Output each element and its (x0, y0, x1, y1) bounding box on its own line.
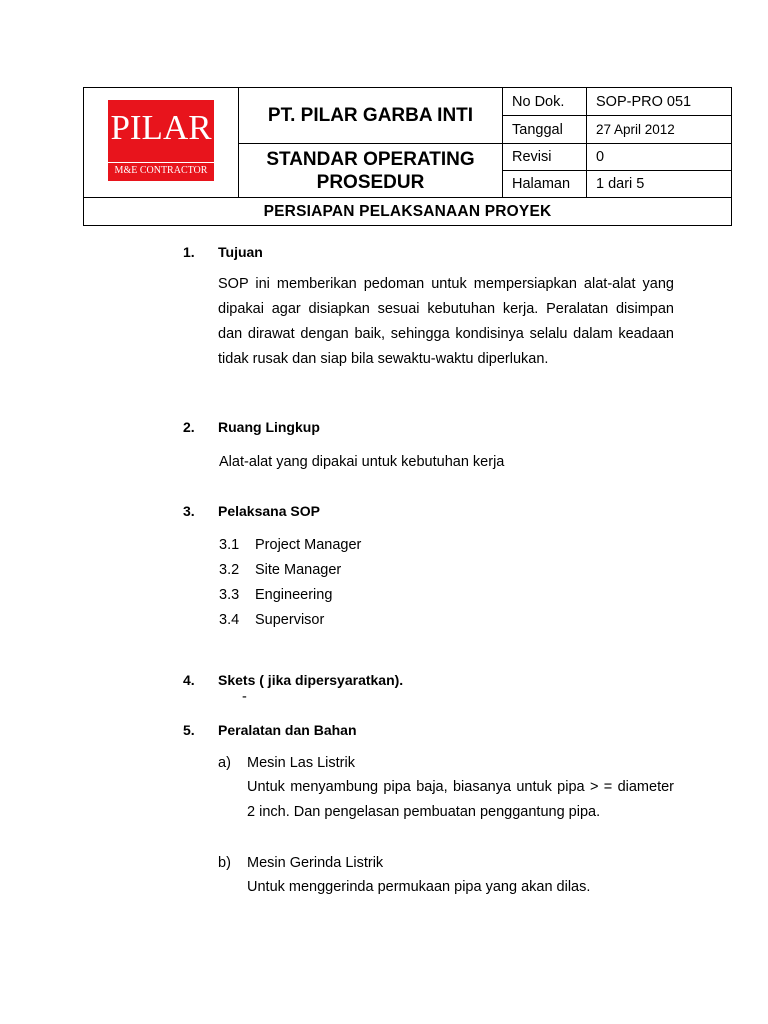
list-item-label: Project Manager (255, 537, 362, 553)
equipment-item-label: Mesin Las Listrik (247, 755, 355, 771)
meta-value-date: 27 April 2012 (587, 116, 732, 144)
document-type-line2: PROSEDUR (316, 171, 425, 193)
document-header-table (83, 87, 732, 226)
list-item-number: 3.2 (219, 562, 240, 578)
list-item-number: 3.1 (219, 537, 240, 553)
section-1-number: 1. (183, 244, 195, 260)
meta-label-date: Tanggal (503, 116, 587, 144)
equipment-item-label: Mesin Gerinda Listrik (247, 855, 384, 871)
meta-label-doc-number: No Dok. (503, 88, 587, 116)
meta-label-page: Halaman (503, 171, 587, 198)
list-item-label: Site Manager (255, 562, 342, 578)
list-item-number: 3.3 (219, 587, 240, 603)
section-5-number: 5. (183, 722, 195, 738)
equipment-item-description: Untuk menyambung pipa baja, biasanya untuk pipa > = diameter 2 inch. Dan pengelasan pembuatan penggantung pipa. (247, 779, 674, 820)
logo-cell (84, 88, 239, 198)
meta-label-revision: Revisi (503, 144, 587, 171)
section-5-title: Peralatan dan Bahan (218, 722, 357, 738)
section-3-number: 3. (183, 503, 195, 519)
section-3-title: Pelaksana SOP (218, 503, 320, 519)
section-1-title: Tujuan (218, 244, 263, 260)
meta-value-revision: 0 (587, 144, 732, 171)
section-4-body: - (242, 689, 247, 705)
list-item-label: Supervisor (255, 612, 325, 628)
section-4-number: 4. (183, 672, 195, 688)
meta-value-page: 1 dari 5 (587, 171, 732, 198)
section-1-body: SOP ini memberikan pedoman untuk mempersiapkan alat-alat yang dipakai agar disiapkan sesuai kebutuhan kerja. Peralatan disimpan dan dirawat dengan baik, sehingga kondisinya selalu dalam keadaan tidak rusak dan siap bila sewaktu-waktu diperlukan. (218, 276, 674, 367)
list-item-label: Engineering (255, 587, 333, 603)
document-type-line1: STANDAR OPERATING (266, 148, 475, 170)
section-4-title: Skets ( jika dipersyaratkan). (218, 672, 404, 688)
list-item-number: 3.4 (219, 612, 240, 628)
equipment-item-marker: a) (218, 755, 231, 771)
section-2-body: Alat-alat yang dipakai untuk kebutuhan kerja (219, 454, 505, 470)
company-logo (108, 100, 214, 181)
equipment-item-description: Untuk menggerinda permukaan pipa yang akan dilas. (247, 879, 591, 895)
logo-subtitle: M&E CONTRACTOR (108, 162, 214, 177)
logo-title: PILAR (110, 107, 212, 147)
section-2-number: 2. (183, 419, 195, 435)
equipment-item-marker: b) (218, 855, 231, 871)
document-subject: PERSIAPAN PELAKSANAAN PROYEK (84, 198, 732, 226)
meta-value-doc-number: SOP-PRO 051 (587, 88, 732, 116)
company-name: PT. PILAR GARBA INTI (239, 88, 503, 144)
document-type (239, 144, 503, 198)
section-2-title: Ruang Lingkup (218, 419, 320, 435)
